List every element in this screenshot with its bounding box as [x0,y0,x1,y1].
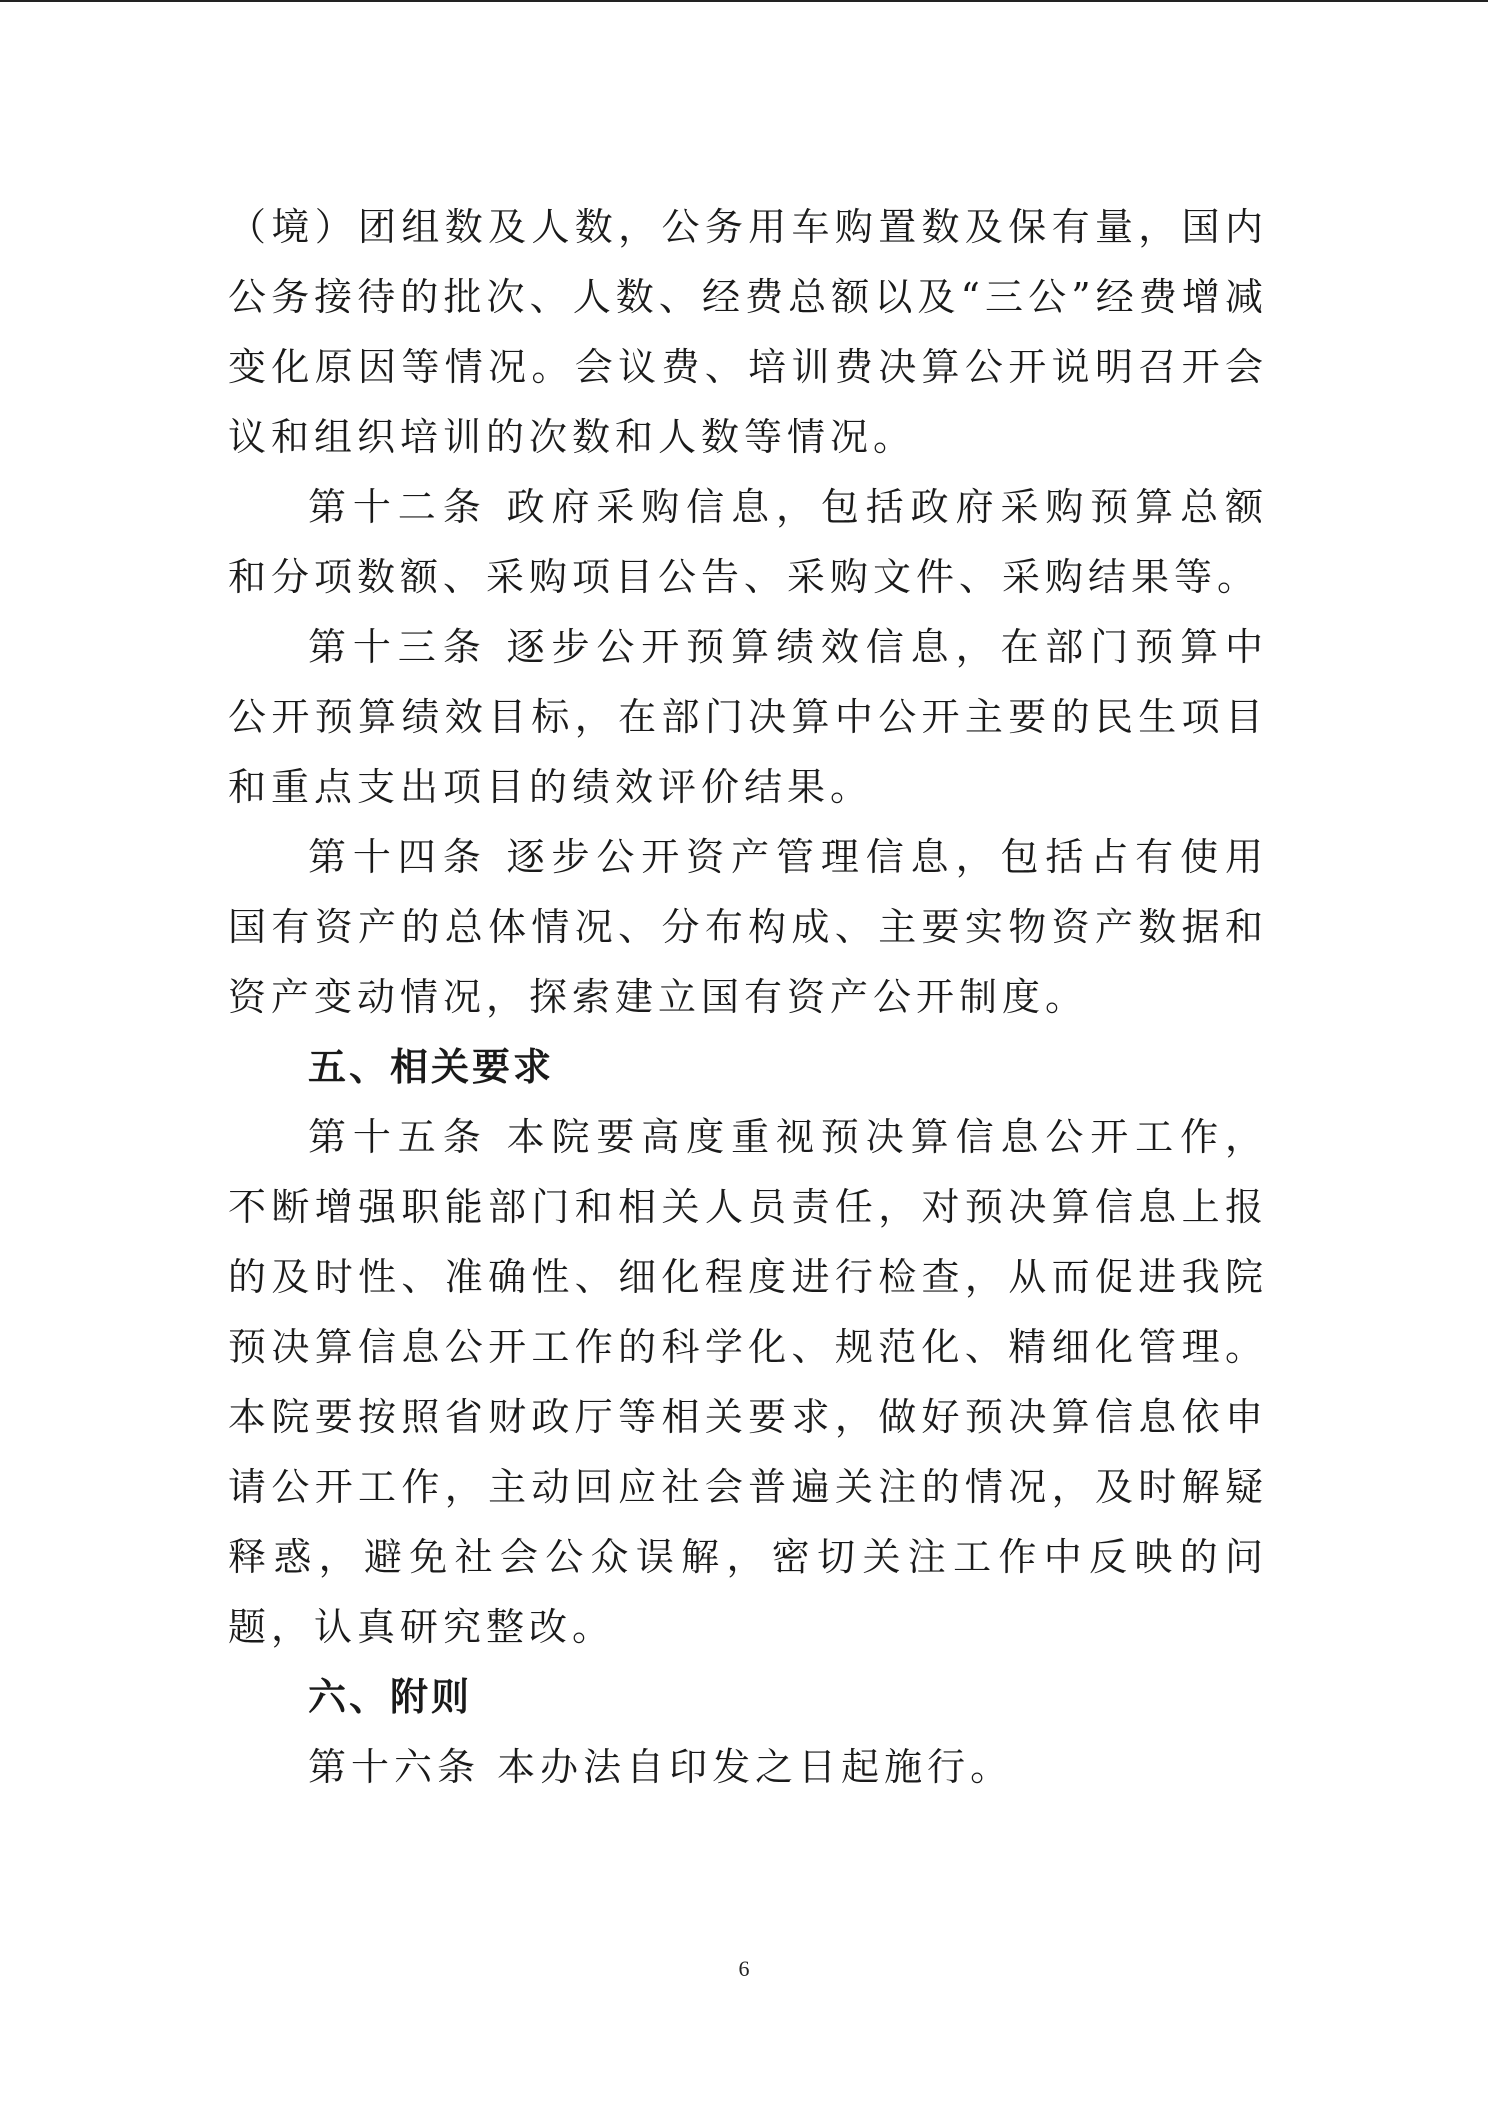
section-heading-5: 五、相关要求 [308,1045,555,1089]
section-heading-6: 六、附则 [308,1675,473,1719]
article-16: 第十六条 本办法自印发之日起施行。 [308,1745,1014,1789]
article-15: 第十五条 本院要高度重视预决算信息公开工作，不断增强职能部门和相关人员责任，对预决算信息上报的及时性、准确性、细化程度进行检查，从而促进我院预决算信息公开工作的科学化、规范化、精细化管理。本院要按照省财政厅等相关要求，做好预决算信息依申请公开工作，主动回应社会普遍关注的情况，及时解疑释惑，避免社会公众误解，密切关注工作中反映的问题，认真研究整改。 [228,1115,1268,1649]
paragraph-continued: （境）团组数及人数，公务用车购置数及保有量，国内公务接待的批次、人数、经费总额以及“三公”经费增减变化原因等情况。会议费、培训费决算公开说明召开会议和组织培训的次数和人数等情况。 [228,205,1268,459]
document-body [228,192,1268,1802]
top-border-line [0,0,1488,2]
article-14: 第十四条 逐步公开资产管理信息，包括占有使用国有资产的总体情况、分布构成、主要实物资产数据和资产变动情况，探索建立国有资产公开制度。 [228,835,1268,1019]
article-13: 第十三条 逐步公开预算绩效信息，在部门预算中公开预算绩效目标，在部门决算中公开主要的民生项目和重点支出项目的绩效评价结果。 [228,625,1268,809]
page-number: 6 [738,1956,750,1981]
article-12: 第十二条 政府采购信息，包括政府采购预算总额和分项数额、采购项目公告、采购文件、采购结果等。 [228,485,1268,599]
